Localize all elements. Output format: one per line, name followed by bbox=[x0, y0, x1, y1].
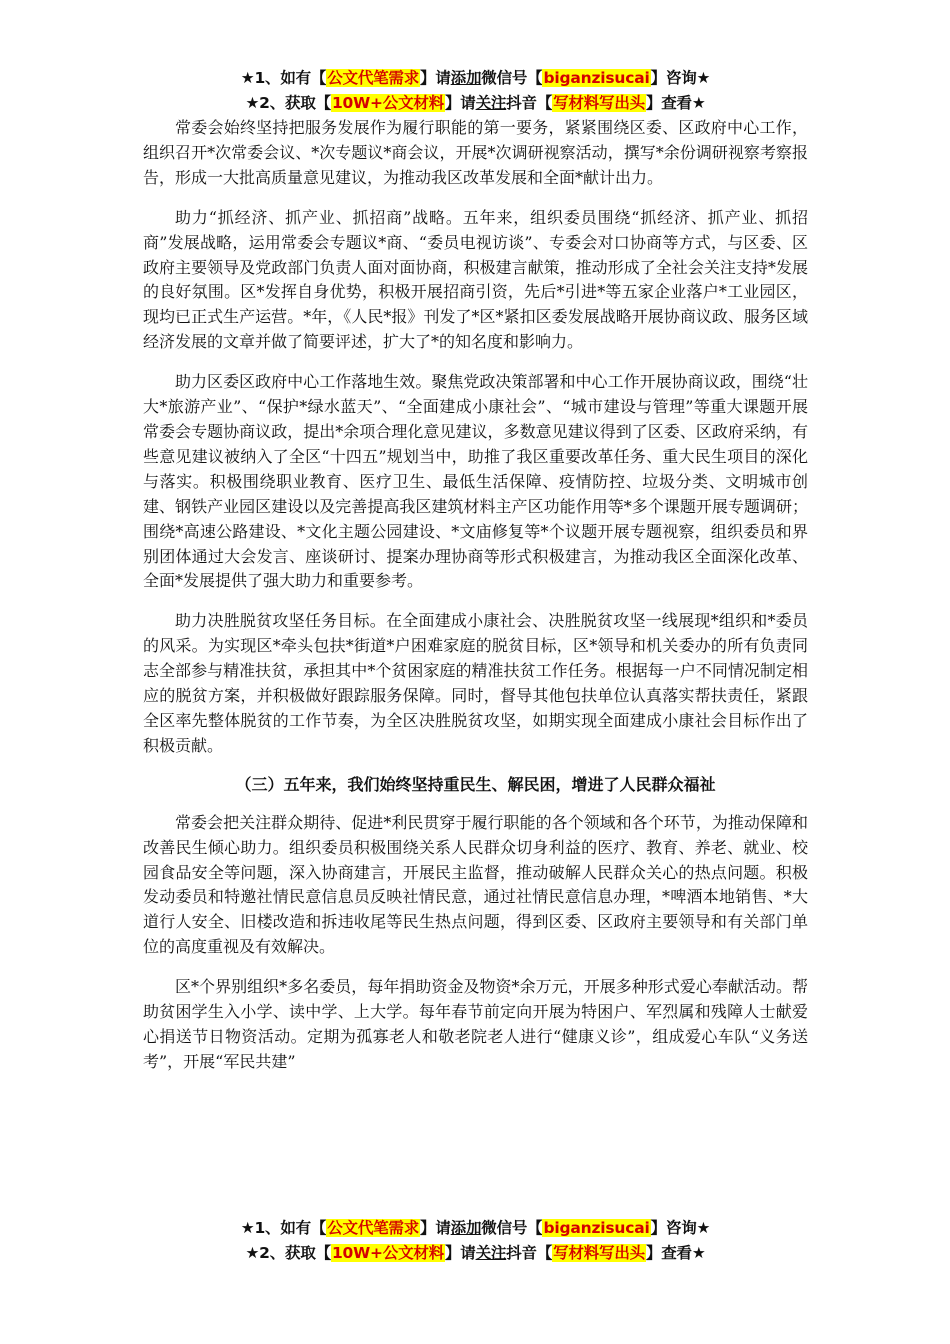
promo-line-2 bbox=[143, 91, 808, 116]
section-heading: （三）五年来，我们始终坚持重民生、解民困，增进了人民群众福祉 bbox=[235, 774, 716, 794]
paragraph-4: 助力决胜脱贫攻坚任务目标。在全面建成小康社会、决胜脱贫攻坚一线展现*组织和*委员的风采。为实现区*牵头包扶*街道*户困难家庭的脱贫目标，区*领导和机关委办的所有负责同志全部参与精准扶贫，承担其中*个贫困家庭的精准扶贫工作任务。根据每一户不同情况制定相应的脱贫方案，并积极做好跟踪服务保障。同时，督导其他包扶单位认真落实帮扶责任，紧跟全区率先整体脱贫的工作节奏，为全区决胜脱贫攻坚，如期实现全面建成小康社会目标作出了积极贡献。 bbox=[143, 611, 808, 755]
promo-text: ★1、如有【 bbox=[240, 1219, 327, 1237]
promo-highlight: 写材料写出头 bbox=[553, 94, 645, 112]
spacer bbox=[143, 759, 808, 772]
promo-banner-top bbox=[143, 66, 808, 116]
promo-text: 】请 bbox=[420, 69, 451, 87]
promo-text: 微信号【 bbox=[481, 1219, 543, 1237]
promo-highlight: 写材料写出头 bbox=[553, 1244, 645, 1262]
document-page bbox=[143, 66, 808, 1075]
promo-text: 】请 bbox=[420, 1219, 451, 1237]
spacer bbox=[143, 594, 808, 609]
promo-text: 】查看★ bbox=[645, 94, 706, 112]
promo-text: 】请 bbox=[445, 1244, 476, 1262]
promo-highlight: 10W+公文材料 bbox=[331, 94, 444, 112]
promo-text: 抖音【 bbox=[506, 1244, 553, 1262]
promo-underline: 关注 bbox=[475, 1244, 507, 1262]
promo-line-2 bbox=[143, 1241, 808, 1266]
spacer bbox=[143, 960, 808, 975]
promo-text: ★2、获取【 bbox=[245, 1244, 331, 1262]
promo-line-1 bbox=[143, 66, 808, 91]
paragraph-1: 常委会始终坚持把服务发展作为履行职能的第一要务，紧紧围绕区委、区政府中心工作，组织召开*次常委会议、*次专题议*商会议，开展*次调研视察活动，撰写*余份调研视察考察报告，形成一大批高质量意见建议，为推动我区改革发展和全面*献计出力。 bbox=[143, 118, 808, 187]
promo-underline: 添加 bbox=[450, 69, 482, 87]
promo-highlight: biganzisucai bbox=[543, 1219, 650, 1237]
promo-highlight: 10W+公文材料 bbox=[331, 1244, 444, 1262]
spacer bbox=[143, 355, 808, 370]
paragraph-6: 区*个界别组织*多名委员，每年捐助资金及物资*余万元，开展多种形式爱心奉献活动。帮助贫困学生入小学、读中学、上大学。每年春节前定向开展为特困户、军烈属和残障人士献爱心捐送节日物资活动。定期为孤寡老人和敬老院老人进行“健康义诊”，组成爱心车队“义务送考”，开展“军民共建” bbox=[143, 977, 808, 1071]
promo-text: ★1、如有【 bbox=[240, 69, 327, 87]
paragraph-2: 助力“抓经济、抓产业、抓招商”战略。五年来，组织委员围绕“抓经济、抓产业、抓招商”发展战略，运用常委会专题议*商、“委员电视访谈”、专委会对口协商等方式，与区委、区政府主要领导及党政部门负责人面对面协商，积极建言献策，推动形成了全社会关注支持*发展的良好氛围。区*发挥自身优势，积极开展招商引资，先后*引进*等五家企业落户*工业园区，现均已正式生产运营。*年，《人民*报》刊发了*区*紧扣区委发展战略开展协商议政、服务区域经济发展的文章并做了简要评述，扩大了*的知名度和影响力。 bbox=[143, 207, 808, 352]
paragraph-5: 常委会把关注群众期待、促进*利民贯穿于履行职能的各个领域和各个环节，为推动保障和改善民生倾心助力。组织委员积极围绕关系人民群众切身利益的医疗、教育、养老、就业、校园食品安全等问题，深入协商建言，开展民主监督，推动破解人民群众关心的热点问题。积极发动委员和特邀社情民意信息员反映社情民意，通过社情民意信息办理，*啤酒本地销售、*大道行人安全、旧楼改造和拆违收尾等民生热点问题，得到区委、区政府主要领导和有关部门单位的高度重视及有效解决。 bbox=[143, 812, 808, 957]
promo-text: 】请 bbox=[445, 94, 476, 112]
promo-highlight: biganzisucai bbox=[543, 69, 650, 87]
promo-line-1 bbox=[143, 1216, 808, 1241]
promo-text: ★2、获取【 bbox=[245, 94, 331, 112]
promo-text: 微信号【 bbox=[481, 69, 543, 87]
promo-highlight: 公文代笔需求 bbox=[327, 1219, 420, 1237]
promo-banner-bottom bbox=[143, 1216, 808, 1266]
paragraph-3: 助力区委区政府中心工作落地生效。聚焦党政决策部署和中心工作开展协商议政，围绕“壮大*旅游产业”、“保护*绿水蓝天”、“全面建成小康社会”、“城市建设与管理”等重大课题开展常委会专题协商议政，提出*余项合理化意见建议，多数意见建议得到了区委、区政府采纳，有些意见建议被纳入了全区“十四五”规划当中，助推了我区重要改革任务、重大民生项目的深化与落实。积极围绕职业教育、医疗卫生、最低生活保障、疫情防控、垃圾分类、文明城市创建、钢铁产业园区建设以及完善提高我区建筑材料主产区功能作用等*多个课题开展专题调研；围绕*高速公路建设、*文化主题公园建设、*文庙修复等*个议题开展专题视察，组织委员和界别团体通过大会发言、座谈研讨、提案办理协商等形式积极建言，为推动我区全面深化改革、全面*发展提供了强大助力和重要参考。 bbox=[143, 372, 808, 591]
spacer bbox=[143, 798, 808, 811]
promo-underline: 关注 bbox=[475, 94, 507, 112]
promo-underline: 添加 bbox=[450, 1219, 482, 1237]
spacer bbox=[143, 191, 808, 206]
promo-highlight: 公文代笔需求 bbox=[327, 69, 420, 87]
promo-text: 】查看★ bbox=[645, 1244, 706, 1262]
promo-text: 抖音【 bbox=[506, 94, 553, 112]
promo-text: 】咨询★ bbox=[650, 69, 711, 87]
promo-text: 】咨询★ bbox=[650, 1219, 711, 1237]
